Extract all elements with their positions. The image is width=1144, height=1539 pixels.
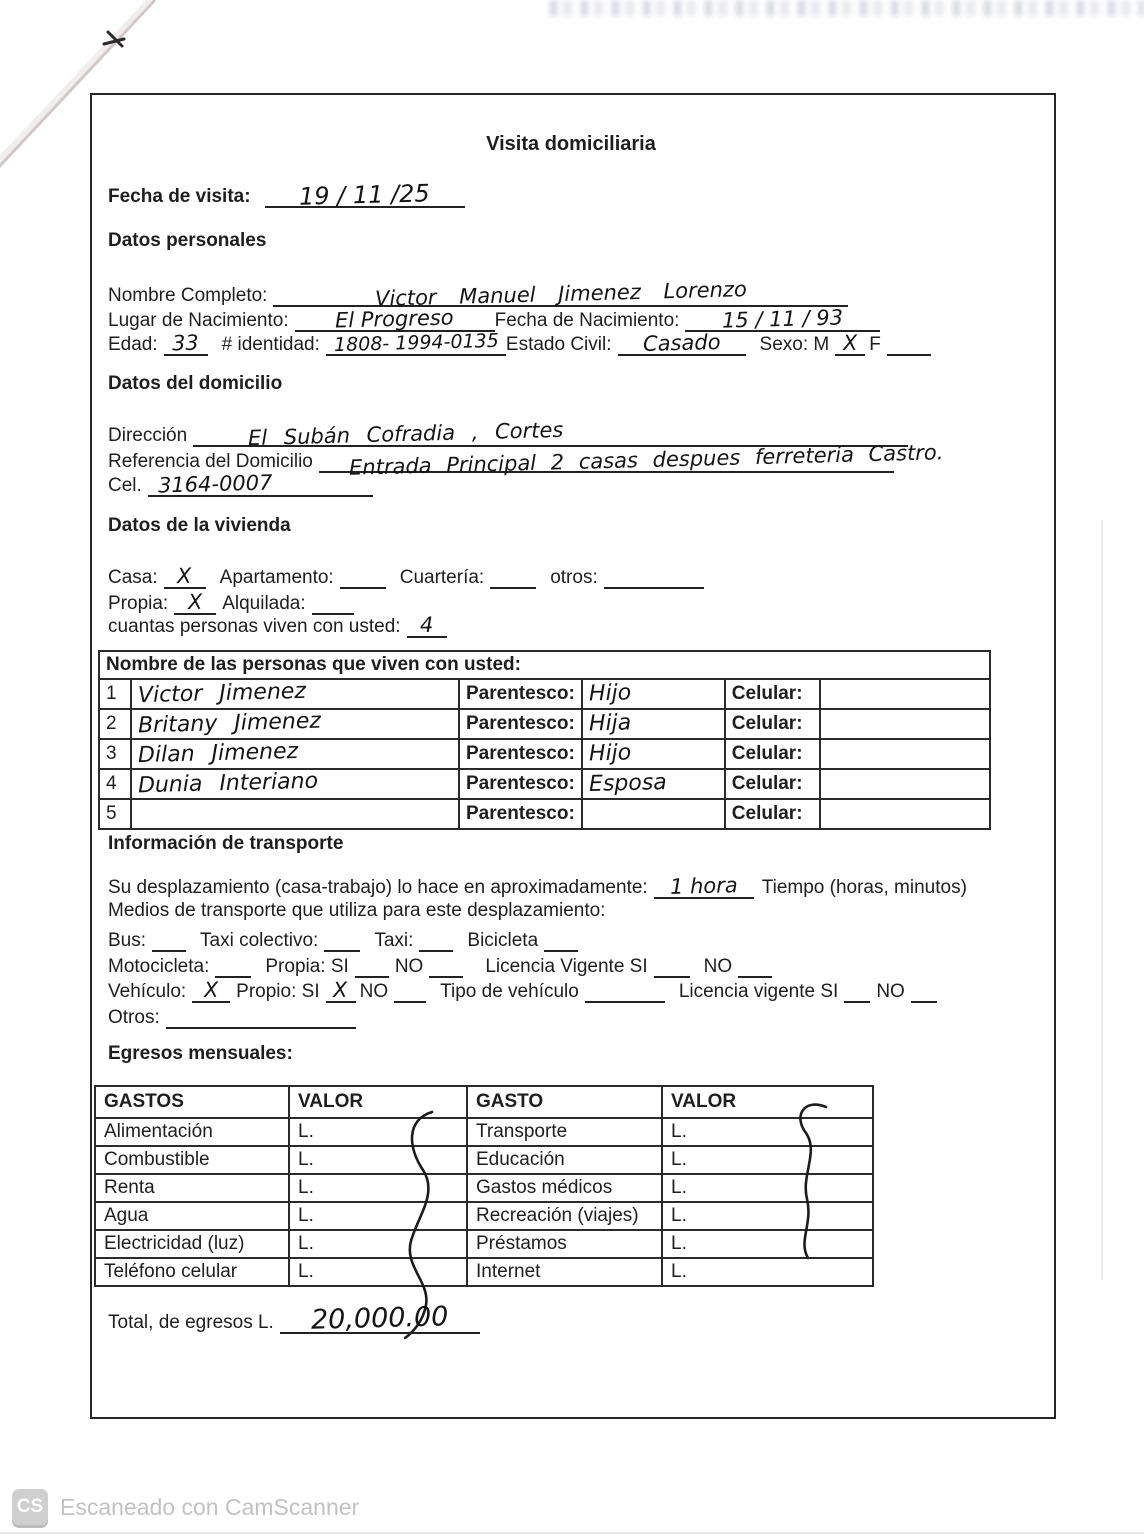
total-row (108, 1298, 480, 1334)
egresos-row: Agua L. Recreación (viajes) L. (95, 1202, 873, 1230)
celular-cell (820, 709, 990, 739)
desplazamiento-blank (654, 872, 754, 899)
edad-value: 33 (171, 330, 200, 356)
total-blank (280, 1298, 480, 1334)
lugar-nacimiento-blank (295, 305, 495, 332)
identidad-blank (326, 329, 506, 356)
parentesco-cell: Hijo (582, 679, 725, 709)
casa-mark: X (177, 563, 193, 589)
celular-cell (820, 799, 990, 829)
nombre-label: Nombre Completo: (108, 285, 268, 306)
bus-row: Bus: Taxi colectivo: Taxi: Bicicleta (108, 925, 578, 952)
col-header-gastos: GASTOS (95, 1086, 289, 1118)
medios-row (108, 900, 605, 922)
vehiculo-propio-si-mark: X (333, 977, 349, 1003)
celular-label: Cel. (108, 475, 142, 496)
personas-count-blank (407, 611, 447, 638)
egresos-row: Combustible L. Educación L. (95, 1146, 873, 1174)
estado-civil-label: Estado Civil: (505, 334, 612, 355)
egresos-row: Electricidad (luz) L. Préstamos L. (95, 1230, 873, 1258)
edad-row (108, 329, 931, 356)
table-row: 3 Dilan Jimenez Parentesco: Hijo Celular: (99, 739, 990, 769)
edad-label: Edad: (108, 334, 158, 355)
table-row: 4 Dunia Interiano Parentesco: Esposa Celular: (99, 769, 990, 799)
estado-civil-blank (618, 329, 746, 356)
motocicleta-row: Motocicleta: Propia: SI NO Licencia Vigente SI NO (108, 951, 772, 978)
persona-nombre-cell: Dilan Jimenez (131, 739, 459, 769)
otros-vivienda-label: otros: (550, 567, 598, 588)
lugar-nacimiento-value: El Progreso (335, 305, 455, 333)
desplazamiento-suffix: Tiempo (horas, minutos) (761, 877, 967, 898)
total-label: Total, de egresos L. (108, 1312, 274, 1333)
fecha-nacimiento-blank (685, 305, 880, 332)
cuarteria-label: Cuartería: (399, 567, 485, 588)
fecha-nacimiento-value: 15 / 11 / 93 (722, 305, 844, 333)
egresos-row: Alimentación L. Transporte L. (95, 1118, 873, 1146)
camscanner-footer-text: Escaneado con CamScanner (60, 1493, 360, 1520)
persona-nombre-cell: Dunia Interiano (131, 769, 459, 799)
egresos-table (94, 1085, 874, 1287)
lugar-nacimiento-label: Lugar de Nacimiento: (108, 310, 289, 331)
referencia-row (108, 440, 944, 480)
col-header-valor-left: VALOR (289, 1086, 467, 1118)
desplazamiento-value: 1 hora (669, 873, 738, 899)
persona-nombre-cell (131, 799, 459, 829)
fecha-nacimiento-label: Fecha de Nacimiento: (494, 310, 680, 331)
personas-count-row (108, 611, 447, 638)
staple-mark (104, 32, 124, 46)
sexo-f-blank (887, 329, 931, 356)
nacimiento-row (108, 305, 880, 332)
identidad-label: # identidad: (221, 334, 320, 355)
estado-civil-value: Casado (642, 329, 721, 357)
nombre-row (108, 277, 848, 311)
camscanner-badge-icon: CS (12, 1489, 48, 1525)
referencia-value: Entrada Principal 2 casas despues ferreteria Castro. (348, 440, 944, 480)
edad-blank (164, 329, 208, 356)
celular-blank (148, 470, 373, 497)
apartamento-label: Apartamento: (219, 567, 334, 588)
egresos-heading: Egresos mensuales: (108, 1043, 293, 1064)
nombre-blank (273, 277, 848, 311)
egresos-row: Renta L. Gastos médicos L. (95, 1174, 873, 1202)
personas-table (98, 650, 991, 830)
fecha-visita-blank (265, 179, 465, 211)
alquilada-label: Alquilada: (222, 593, 306, 614)
datos-personales-heading: Datos personales (108, 230, 267, 251)
col-header-valor-right: VALOR (662, 1086, 873, 1118)
personas-count-label: cuantas personas viven con usted: (108, 616, 401, 637)
camscanner-footer (12, 1489, 359, 1525)
celular-cell (820, 769, 990, 799)
egresos-row: Teléfono celular L. Internet L. (95, 1258, 873, 1286)
direccion-row (108, 417, 908, 451)
parentesco-cell: Esposa (582, 769, 725, 799)
otros-vivienda-blank (604, 562, 704, 589)
propia-label: Propia: (108, 593, 169, 614)
personas-count-value: 4 (419, 612, 434, 638)
celular-value: 3164-0007 (157, 470, 273, 498)
direccion-label: Dirección (108, 425, 188, 446)
sexo-m-mark: X (842, 330, 858, 356)
cuarteria-blank (490, 562, 536, 589)
sexo-f-label: F (869, 334, 881, 355)
otros-transporte-row: Otros: (108, 1002, 356, 1029)
col-header-gasto: GASTO (467, 1086, 662, 1118)
desplazamiento-label: Su desplazamiento (casa-trabajo) lo hace en aproximadamente: (108, 877, 648, 898)
total-value: 20,000.00 (310, 1301, 449, 1336)
ink-bleed-strip (550, 0, 1144, 16)
sexo-m-blank (835, 329, 865, 356)
celular-cell (820, 739, 990, 769)
parentesco-cell: Hijo (582, 739, 725, 769)
datos-vivienda-heading: Datos de la vivienda (108, 515, 291, 536)
persona-nombre-cell: Victor Jimenez (131, 679, 459, 709)
fecha-visita-label: Fecha de visita: (108, 186, 251, 207)
identidad-value: 1808- 1994-0135 (333, 329, 499, 357)
table-row: 2 Britany Jimenez Parentesco: Hija Celular: (99, 709, 990, 739)
parentesco-cell (582, 799, 725, 829)
datos-domicilio-heading: Datos del domicilio (108, 373, 283, 394)
scan-bottom-edge (0, 1532, 1144, 1534)
tipo-vivienda-row (108, 562, 704, 589)
referencia-label: Referencia del Domicilio (108, 451, 313, 472)
table-row: 1 Victor Jimenez Parentesco: Hijo Celular: (99, 679, 990, 709)
referencia-blank (319, 440, 944, 480)
direccion-value: El Subán Cofradia , Cortes (247, 417, 564, 451)
casa-label: Casa: (108, 567, 158, 588)
personas-table-header: Nombre de las personas que viven con usted: (99, 651, 990, 679)
fecha-visita-value: 19 / 11 /25 (298, 179, 431, 211)
form-title: Visita domiciliaria (486, 133, 656, 155)
nombre-value: Victor Manuel Jimenez Lorenzo (374, 277, 748, 311)
celular-row (108, 470, 373, 497)
parentesco-cell: Hija (582, 709, 725, 739)
desplazamiento-row (108, 872, 973, 899)
fecha-visita-row (108, 179, 465, 211)
apartamento-blank (340, 562, 386, 589)
celular-cell (820, 679, 990, 709)
medios-label: Medios de transporte que utiliza para este desplazamiento: (108, 900, 606, 921)
paper-edge-shadow (1101, 520, 1103, 1280)
vehiculo-mark: X (203, 977, 219, 1003)
sexo-label: Sexo: M (759, 334, 830, 355)
casa-blank (164, 562, 206, 589)
vehiculo-row: Vehículo: X Propio: SI X NO Tipo de vehículo Licencia vigente SI NO (108, 976, 937, 1003)
table-row: 5 Parentesco: Celular: (99, 799, 990, 829)
propia-mark: X (187, 589, 203, 615)
persona-nombre-cell: Britany Jimenez (131, 709, 459, 739)
transporte-heading: Información de transporte (108, 833, 344, 854)
